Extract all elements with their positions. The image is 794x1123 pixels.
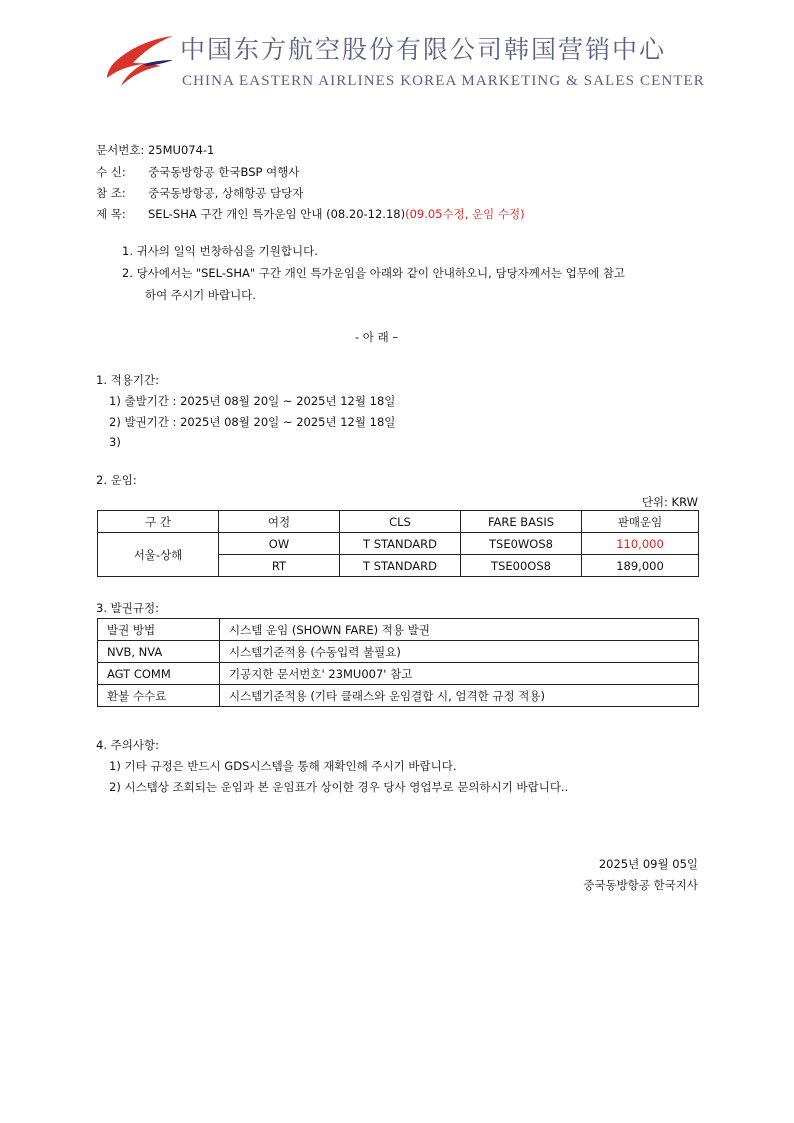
table-row xyxy=(98,533,699,555)
class-cell: T STANDARD xyxy=(340,555,461,577)
section-1-title: 1. 적용기간: xyxy=(96,373,159,387)
period-item-3: 3) xyxy=(109,435,121,449)
doc-number: 문서번호: 25MU074-1 xyxy=(96,143,215,157)
section-2-title: 2. 운임: xyxy=(96,473,137,487)
route-cell: 서울-상해 xyxy=(98,533,219,577)
notice-item-2: 2) 시스템상 조회되는 운임과 본 운임표가 상이한 경우 당사 영업부로 문의하시기 바랍니다.. xyxy=(109,780,569,794)
reference-label: 참 조: xyxy=(96,186,126,200)
subject-line xyxy=(96,206,525,222)
recipient-line xyxy=(96,164,299,180)
section-3-title: 3. 발권규정: xyxy=(96,601,159,615)
trip-cell: OW xyxy=(219,533,340,555)
rule-key: 환불 수수료 xyxy=(98,685,220,707)
fare-table xyxy=(97,510,699,577)
issue-date: 2025년 09월 05일 xyxy=(598,857,698,871)
recipient-label: 수 신: xyxy=(96,165,126,179)
header-cell: 구 간 xyxy=(98,511,219,533)
fare-basis-cell: TSE00OS8 xyxy=(461,555,582,577)
company-title-cn: 中国东方航空股份有限公司韩国营销中心 xyxy=(180,35,667,64)
ticketing-rules-table xyxy=(97,618,699,707)
table-row xyxy=(98,685,699,707)
rule-value: 시스템기준적용 (수동입력 불필요) xyxy=(220,641,699,663)
issuer-signature: 중국동방항공 한국지사 xyxy=(583,878,698,892)
rule-value: 기공지한 문서번호' 23MU007' 참고 xyxy=(220,663,699,685)
intro-item-2-line-1: 2. 당사에서는 "SEL-SHA" 구간 개인 특가운임을 아래와 같이 안내하오니, 담당자께서는 업무에 참고 xyxy=(122,266,625,280)
fare-table-header xyxy=(98,511,699,533)
intro-item-2-line-2: 하여 주시기 바랍니다. xyxy=(145,288,256,302)
rule-value: 시스템 운임 (SHOWN FARE) 적용 발권 xyxy=(220,619,699,641)
intro-item-1: 1. 귀사의 일익 번창하심을 기원합니다. xyxy=(122,244,318,258)
company-title-en: CHINA EASTERN AIRLINES KOREA MARKETING & SALES CENTER xyxy=(182,73,705,89)
section-4-title: 4. 주의사항: xyxy=(96,738,159,752)
reference-line xyxy=(96,185,303,201)
fare-cell: 189,000 xyxy=(582,555,699,577)
header-cell: 여정 xyxy=(219,511,340,533)
table-row xyxy=(98,641,699,663)
table-row xyxy=(98,619,699,641)
fare-cell: 110,000 xyxy=(582,533,699,555)
class-cell: T STANDARD xyxy=(340,533,461,555)
trip-cell: RT xyxy=(219,555,340,577)
rule-key: 발권 방법 xyxy=(98,619,220,641)
recipient-value: 중국동방항공 한국BSP 여행사 xyxy=(148,165,300,179)
ticketing-period: 2) 발권기간 : 2025년 08월 20일 ~ 2025년 12월 18일 xyxy=(109,415,396,429)
header-cell: FARE BASIS xyxy=(461,511,582,533)
swallow-logo-icon xyxy=(103,30,175,88)
header-cell: CLS xyxy=(340,511,461,533)
rule-key: NVB, NVA xyxy=(98,641,220,663)
departure-period: 1) 출발기간 : 2025년 08월 20일 ~ 2025년 12월 18일 xyxy=(109,394,396,408)
rule-value: 시스템기준적용 (기타 클래스와 운임결합 시, 엄격한 규정 적용) xyxy=(220,685,699,707)
subject-revision-note: (09.05수정, 운임 수정) xyxy=(405,207,525,221)
currency-unit: 단위: KRW xyxy=(641,495,698,509)
subject-label: 제 목: xyxy=(96,207,126,221)
subject-value: SEL-SHA 구간 개인 특가운임 안내 (08.20-12.18) xyxy=(148,207,406,221)
below-heading: - 아 래 – xyxy=(355,330,399,344)
table-row xyxy=(98,663,699,685)
fare-basis-cell: TSE0WOS8 xyxy=(461,533,582,555)
notice-item-1: 1) 기타 규정은 반드시 GDS시스템을 통해 재확인해 주시기 바랍니다. xyxy=(109,759,457,773)
rule-key: AGT COMM xyxy=(98,663,220,685)
reference-value: 중국동방항공, 상해항공 담당자 xyxy=(148,186,304,200)
header-cell: 판매운임 xyxy=(582,511,699,533)
